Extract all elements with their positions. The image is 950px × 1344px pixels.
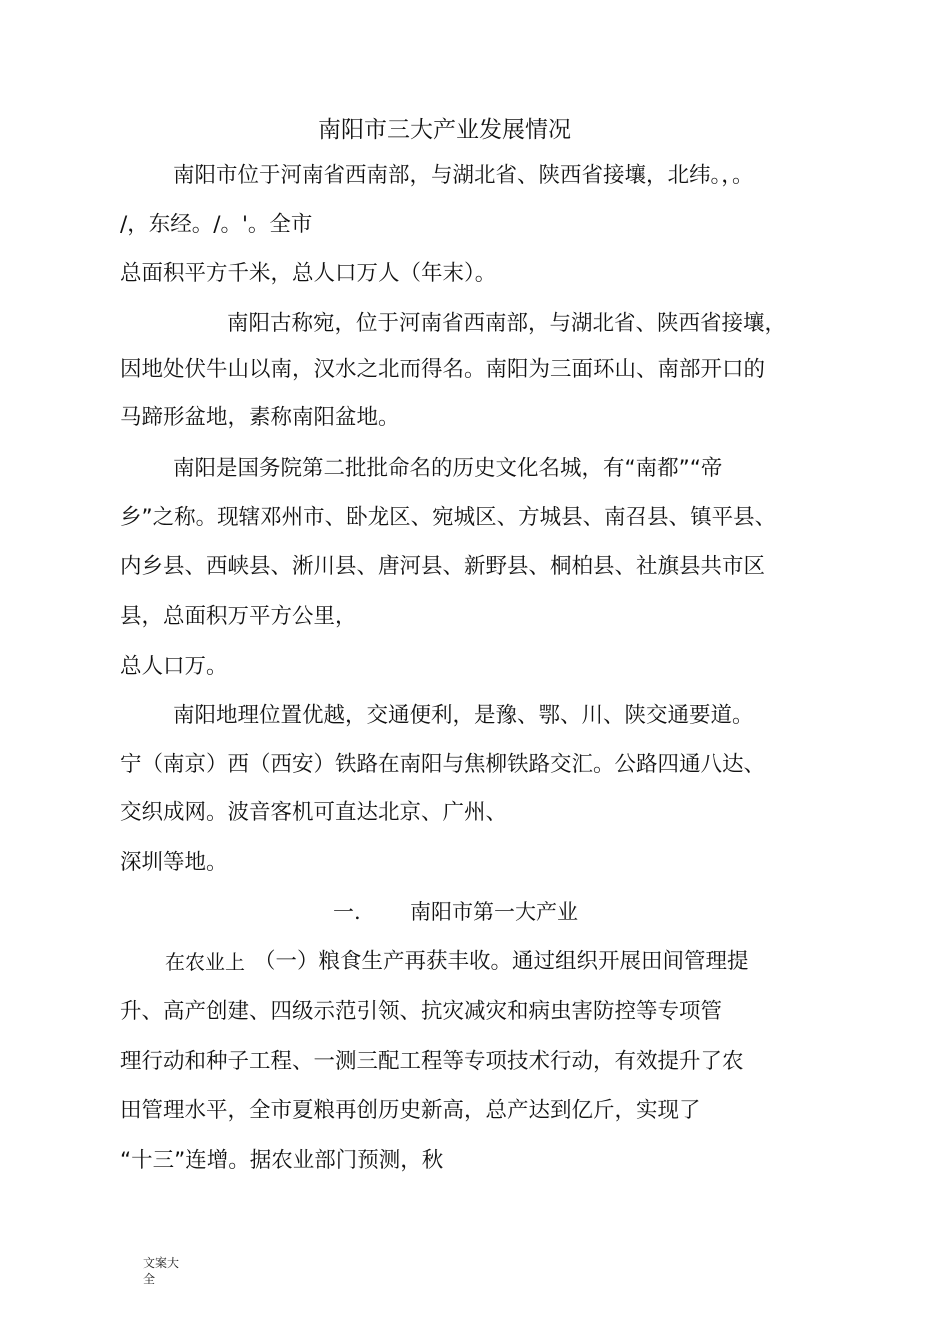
paragraph-line: 深圳等地。 bbox=[120, 850, 228, 875]
paragraph-line: 总人口万。 bbox=[120, 654, 228, 679]
section-number: 一. bbox=[333, 900, 361, 924]
paragraph-line: 田管理水平，全市夏粮再创历史新高，总产达到亿斤，实现了 bbox=[120, 1098, 701, 1123]
paragraph-line: 南阳古称宛，位于河南省西南部，与湖北省、陕西省接壤， bbox=[227, 311, 787, 336]
paragraph-line: “十三”连增。据农业部门预测，秋 bbox=[120, 1148, 444, 1173]
footer-line: 文案大 bbox=[143, 1256, 180, 1270]
paragraph-line: /，东经。/。'。全市 bbox=[120, 212, 313, 237]
paragraph-line: 交织成网。波音客机可直达北京、广州、 bbox=[120, 800, 508, 825]
paragraph-line: 县，总面积万平方公里， bbox=[120, 604, 357, 629]
paragraph-line: 南阳是国务院第二批批命名的历史文化名城，有“南都”“帝 bbox=[173, 456, 723, 481]
paragraph-line: （一）粮食生产再获丰收。通过组织开展田间管理提 bbox=[254, 949, 749, 974]
paragraph-line: 南阳地理位置优越，交通便利，是豫、鄂、川、陕交通要道。 bbox=[173, 703, 754, 728]
paragraph-line: 内乡县、西峡县、淅川县、唐河县、新野县、桐柏县、社旗县共市区 bbox=[120, 554, 766, 579]
document-title: 南阳市三大产业发展情况 bbox=[318, 117, 571, 143]
paragraph-line: 乡”之称。现辖邓州市、卧龙区、宛城区、方城县、南召县、镇平县、 bbox=[120, 505, 777, 530]
paragraph-line: 南阳市位于河南省西南部，与湖北省、陕西省接壤，北纬。，。 bbox=[173, 163, 754, 188]
paragraph-line: 马蹄形盆地，素称南阳盆地。 bbox=[120, 405, 400, 430]
paragraph-line: 宁（南京）西（西安）铁路在南阳与焦柳铁路交汇。公路四通八达、 bbox=[120, 752, 766, 777]
section-heading: 南阳市第一大产业 bbox=[410, 900, 578, 924]
paragraph-line: 总面积平方千米，总人口万人（年末）。 bbox=[120, 261, 497, 286]
section-lead: 在农业上 bbox=[165, 950, 245, 974]
paragraph-line: 理行动和种子工程、一测三配工程等专项技术行动，有效提升了农 bbox=[120, 1049, 744, 1074]
footer-line: 全 bbox=[143, 1272, 156, 1286]
paragraph-line: 升、高产创建、四级示范引领、抗灾减灾和病虫害防控等专项管 bbox=[120, 999, 723, 1024]
paragraph-line: 因地处伏牛山以南，汉水之北而得名。南阳为三面环山、南部开口的 bbox=[120, 357, 766, 382]
page-footer bbox=[143, 1255, 179, 1287]
